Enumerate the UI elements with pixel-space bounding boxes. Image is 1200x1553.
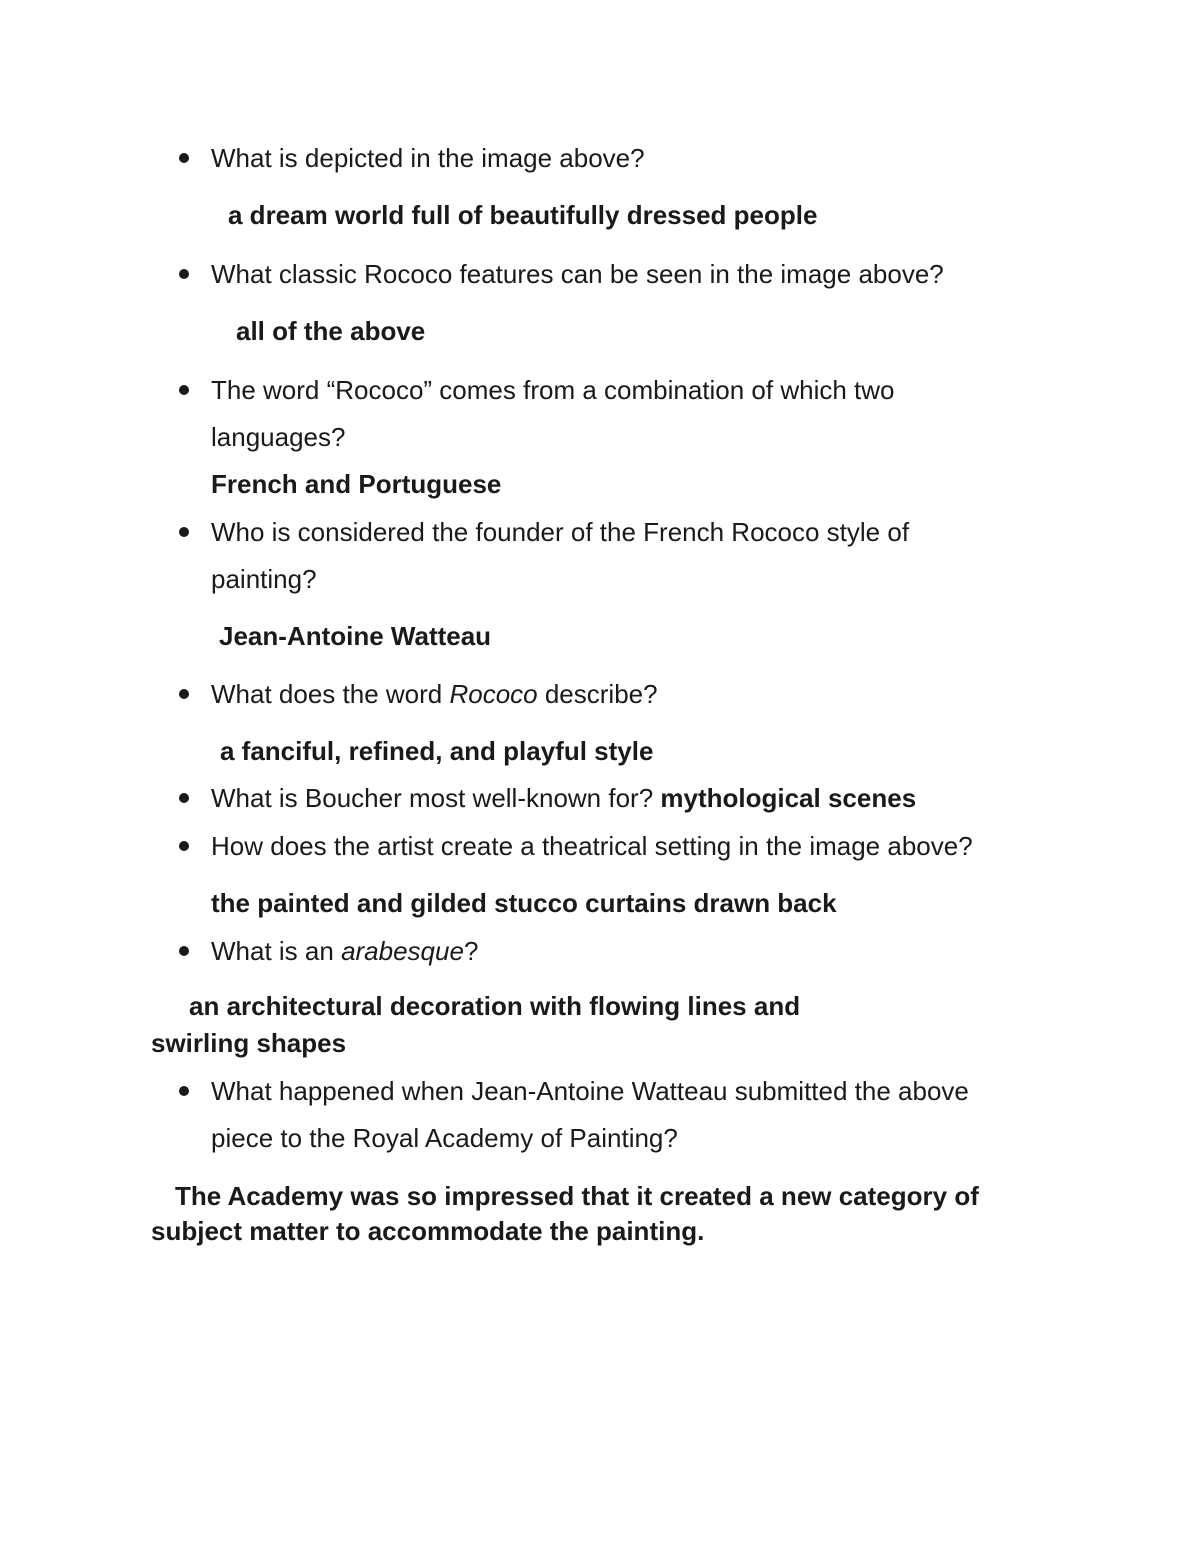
answer-3: French and Portuguese bbox=[211, 469, 502, 499]
question-5 bbox=[211, 679, 658, 709]
question-1: What is depicted in the image above? bbox=[211, 143, 645, 173]
question-3-line-2: languages? bbox=[211, 422, 346, 452]
question-6-text: What is Boucher most well-known for? bbox=[211, 783, 661, 813]
question-7: How does the artist create a theatrical setting in the image above? bbox=[211, 831, 973, 861]
question-8-post: ? bbox=[463, 936, 479, 966]
answer-2: all of the above bbox=[236, 316, 426, 346]
question-6 bbox=[211, 783, 916, 813]
answer-8-line-1: an architectural decoration with flowing lines and bbox=[189, 991, 801, 1021]
question-5-post: describe? bbox=[537, 679, 658, 709]
bullet-icon bbox=[179, 153, 189, 163]
bullet-icon bbox=[179, 1086, 189, 1096]
answer-4: Jean-Antoine Watteau bbox=[219, 621, 492, 651]
question-8-pre: What is an bbox=[211, 936, 342, 966]
answer-9-line-1: The Academy was so impressed that it created a new category of bbox=[175, 1181, 979, 1211]
answer-9-line-2: subject matter to accommodate the painting. bbox=[151, 1216, 705, 1246]
question-4-line-1: Who is considered the founder of the French Rococo style of bbox=[211, 517, 910, 547]
answer-6: mythological scenes bbox=[660, 783, 917, 813]
bullet-icon bbox=[179, 527, 189, 537]
question-5-term: Rococo bbox=[449, 679, 538, 709]
question-9-line-1: What happened when Jean-Antoine Watteau submitted the above bbox=[211, 1076, 969, 1106]
bullet-icon bbox=[179, 269, 189, 279]
answer-8-line-2: swirling shapes bbox=[151, 1028, 347, 1058]
question-9-line-2: piece to the Royal Academy of Painting? bbox=[211, 1123, 678, 1153]
question-3-line-1: The word “Rococo” comes from a combination of which two bbox=[211, 375, 895, 405]
question-2: What classic Rococo features can be seen in the image above? bbox=[211, 259, 944, 289]
bullet-icon bbox=[179, 793, 189, 803]
question-8-term: arabesque bbox=[341, 936, 464, 966]
bullet-icon bbox=[179, 841, 189, 851]
question-5-pre: What does the word bbox=[211, 679, 450, 709]
question-8 bbox=[211, 936, 478, 966]
answer-7: the painted and gilded stucco curtains drawn back bbox=[211, 888, 837, 918]
bullet-icon bbox=[179, 946, 189, 956]
bullet-icon bbox=[179, 689, 189, 699]
answer-5: a fanciful, refined, and playful style bbox=[220, 736, 654, 766]
bullet-icon bbox=[179, 385, 189, 395]
answer-1: a dream world full of beautifully dressed people bbox=[228, 200, 818, 230]
question-4-line-2: painting? bbox=[211, 564, 317, 594]
